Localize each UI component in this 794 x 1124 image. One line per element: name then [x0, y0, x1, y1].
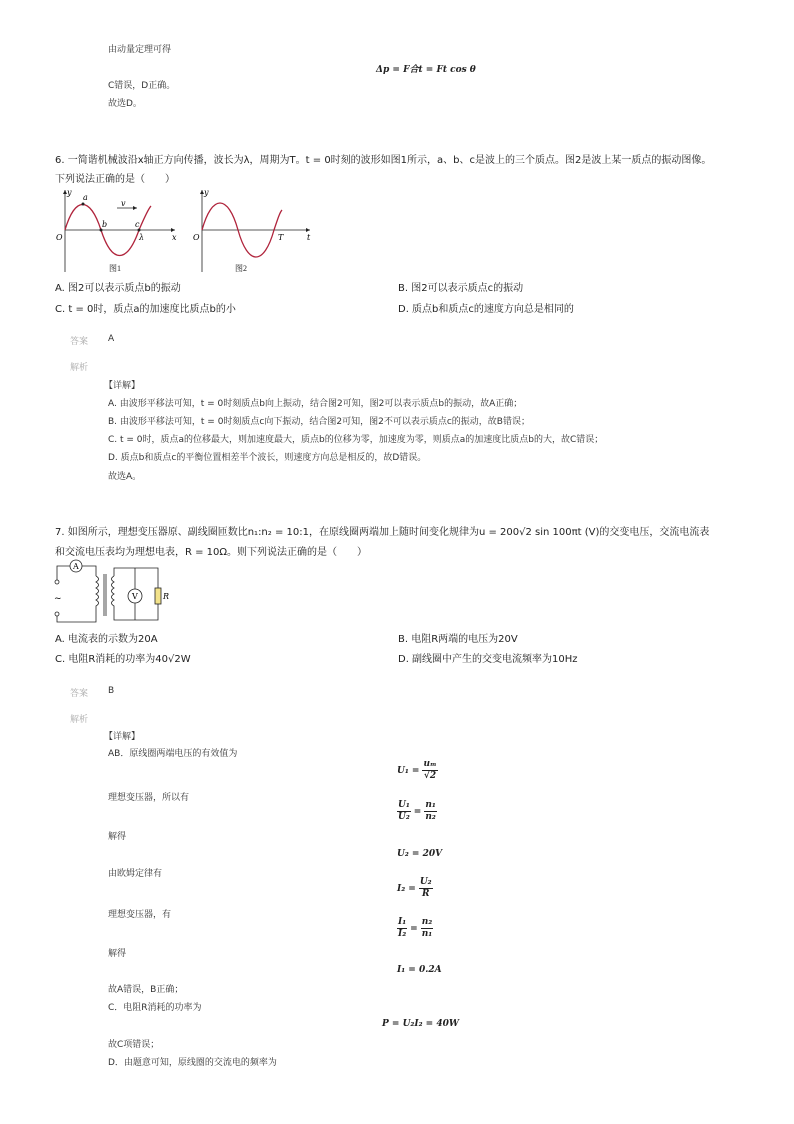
top-text-line2: C错误，D正确。 — [108, 81, 176, 91]
fig1-label-b: b — [102, 220, 108, 229]
fig1-label-v: v — [121, 199, 126, 208]
q7-step-2: 理想变压器，所以有 — [108, 793, 190, 803]
q7-analysis-label: 解析 — [70, 715, 89, 725]
q7-eq-u2: U₂ = 20V — [397, 849, 443, 859]
q6-option-a[interactable]: A. 图2可以表示质点b的振动 — [55, 283, 181, 294]
q7-step-9: 故C项错误； — [108, 1040, 160, 1050]
fig1-x-arrow — [171, 228, 175, 232]
fig2-label-T: T — [278, 233, 284, 242]
resistor-icon — [155, 588, 161, 604]
q6-option-c[interactable]: C. t = 0时，质点a的加速度比质点b的小 — [55, 304, 236, 315]
terminal-top — [55, 580, 59, 584]
top-text-line1: 由动量定理可得 — [108, 45, 172, 55]
fig2-label-o: O — [193, 233, 200, 242]
q6-answer-label: 答案 — [70, 337, 89, 347]
q7-option-b[interactable]: B. 电阻R两端的电压为20V — [398, 634, 518, 645]
q7-eq-effective-voltage: U₁ = $\frac{\text{uₘ}}{√2}$ — [397, 759, 437, 781]
q7-eq-i1: I₁ = 0.2A — [397, 965, 442, 975]
q7-stem-line2: 和交流电压表均为理想电表，R = 10Ω。则下列说法正确的是（ ） — [55, 547, 368, 558]
q7-step-3: 解得 — [108, 832, 127, 842]
terminal-bottom — [55, 612, 59, 616]
top-equation: Δp = F合t = Ft cos θ — [376, 65, 476, 75]
fig1-label-c: c — [135, 220, 140, 229]
q7-step-6: 解得 — [108, 949, 127, 959]
q7-detail-title: 【详解】 — [104, 732, 141, 742]
q6-detail-b: B. 由波形平移法可知，t = 0时刻质点c向下振动，结合图2可知，图2不可以表示质点c的振动，故B错误； — [108, 417, 530, 427]
q6-detail-c: C. t = 0时，质点a的位移最大，则加速度最大，质点b的位移为零，加速度为零，则质点a的加速度比质点b的大，故C错误； — [108, 435, 604, 445]
q7-stem-line1: 7. 如图所示，理想变压器原、副线圈匝数比n₁:n₂ = 10:1，在原线圈两端加上随时间变化规律为u = 200√2 sin 100πt (V)的交变电压，交流电流表 — [55, 527, 710, 538]
fig1-label-lambda: λ — [139, 233, 145, 242]
fig1-caption: 图1 — [109, 264, 121, 273]
fig1-label-y: y — [67, 188, 72, 197]
q7-step-7: 故A错误，B正确； — [108, 985, 184, 995]
q7-option-a[interactable]: A. 电流表的示数为20A — [55, 634, 158, 645]
q7-eq-current-ratio: $\frac{\text{I₁}}{\text{I₂}}$ = $\frac{\text{n₂}}{\text{n₁}}$ — [398, 917, 433, 939]
fig2-label-y: y — [204, 188, 209, 197]
fig1-label-a: a — [83, 193, 88, 202]
resistor-label: R — [163, 592, 170, 601]
q6-option-d[interactable]: D. 质点b和质点c的速度方向总是相同的 — [398, 304, 574, 315]
voltmeter-label: V — [132, 592, 138, 601]
q7-step-8: C．电阻R消耗的功率为 — [108, 1003, 202, 1013]
fig2-caption: 图2 — [235, 264, 247, 273]
q6-detail-title: 【详解】 — [104, 381, 141, 391]
fig1-label-x: x — [172, 233, 177, 242]
q6-detail-conclusion: 故选A。 — [108, 472, 142, 482]
fig1-label-o: O — [56, 233, 63, 242]
q6-option-b[interactable]: B. 图2可以表示质点c的振动 — [398, 283, 524, 294]
q6-answer-value: A — [108, 334, 115, 344]
q7-eq-power: P = U₂I₂ = 40W — [382, 1019, 459, 1029]
top-text-line3: 故选D。 — [108, 99, 142, 109]
fig2-label-t: t — [307, 233, 311, 242]
q7-eq-ohm: I₂ = $\frac{\text{U₂}}{R}$ — [397, 877, 432, 899]
q7-step-1: AB．原线圈两端电压的有效值为 — [108, 749, 238, 759]
q7-answer-value: B — [108, 686, 115, 696]
ac-source-symbol: ~ — [54, 594, 62, 604]
q7-step-4: 由欧姆定律有 — [108, 869, 163, 879]
q6-analysis-label: 解析 — [70, 363, 89, 373]
q7-step-5: 理想变压器，有 — [108, 910, 172, 920]
q7-circuit-diagram — [52, 558, 177, 626]
q7-eq-voltage-ratio: $\frac{\text{U₁}}{\text{U₂}}$ = $\frac{\text{n₁}}{\text{n₂}}$ — [398, 800, 436, 822]
fig1-point-a — [82, 203, 85, 206]
q6-detail-a: A. 由波形平移法可知，t = 0时刻质点b向上振动，结合图2可知，图2可以表示质点b的振动，故A正确； — [108, 399, 523, 409]
q7-option-c[interactable]: C. 电阻R消耗的功率为40√2W — [55, 654, 191, 665]
primary-coil — [96, 576, 99, 612]
q7-answer-label: 答案 — [70, 689, 89, 699]
q7-option-d[interactable]: D. 副线圈中产生的交变电流频率为10Hz — [398, 654, 578, 665]
q7-step-10: D．由题意可知，原线圈的交流电的频率为 — [108, 1058, 277, 1068]
q6-detail-d: D. 质点b和质点c的平衡位置相差半个波长，则速度方向总是相反的，故D错误。 — [108, 453, 427, 463]
q6-figure2-vibration — [192, 186, 317, 276]
q6-stem-line1: 6. 一简谐机械波沿x轴正方向传播，波长为λ，周期为T。t = 0时刻的波形如图1所示，a、b、c是波上的三个质点。图2是波上某一质点的振动图像。 — [55, 155, 712, 166]
ammeter-label: A — [73, 562, 79, 571]
q6-stem-line2: 下列说法正确的是（ ） — [55, 174, 175, 185]
secondary-coil — [112, 576, 115, 612]
